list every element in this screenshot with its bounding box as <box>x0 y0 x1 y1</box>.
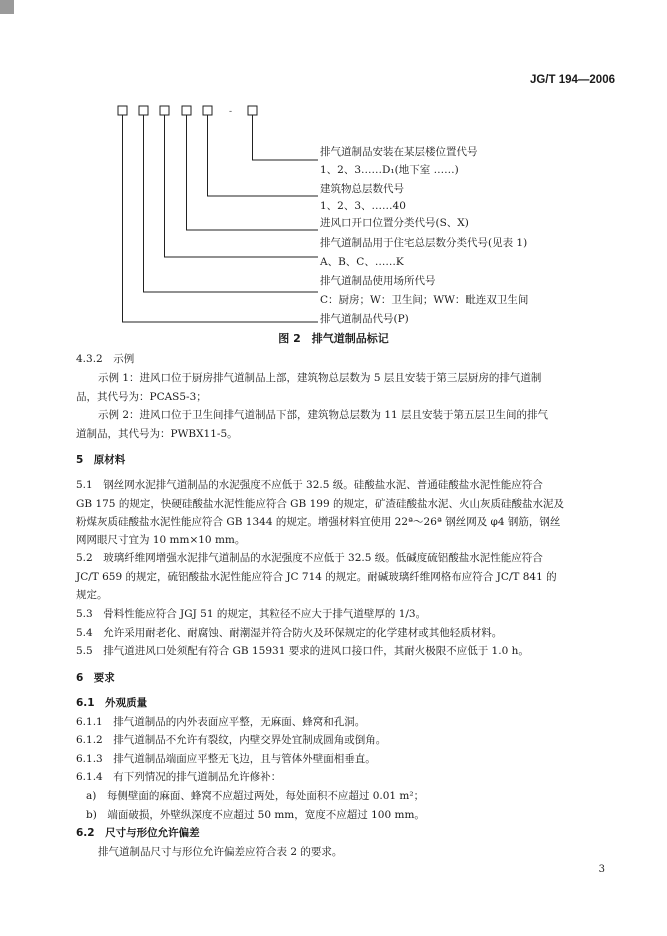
example-2-line-1: 示例 2：进风口位于卫生间排气道制品下部，建筑物总层数为 11 层且安装于第五层卫生间的排气 <box>98 409 549 421</box>
label-inlet-position: 进风口开口位置分类代号(S、X) <box>320 217 469 229</box>
example-1-line-2: 品，其代号为：PCAS5-3； <box>76 391 207 403</box>
clause-5-1-line-1: 5.1 钢丝网水泥排气道制品的水泥强度不应低于 32.5 级。硅酸盐水泥、普通硅酸盐水泥性能应符合 <box>76 479 543 491</box>
code-box-2 <box>139 106 148 115</box>
clause-6-1-heading: 6.1 外观质量 <box>76 697 148 709</box>
list-item-a: a) 每侧壁面的麻面、蜂窝不应超过两处，每处面积不应超过 0.01 m²； <box>86 790 425 802</box>
clause-6-2-heading: 6.2 尺寸与形位允许偏差 <box>76 827 200 839</box>
figure-caption: 图 2 排气道制品标记 <box>278 332 389 345</box>
clause-5-2-line-1: 5.2 玻璃纤维网增强水泥排气道制品的水泥强度不应低于 32.5 级。低碱度硫铝酸盐水泥性能应符合 <box>76 552 543 564</box>
leader-5 <box>144 115 319 292</box>
clause-5-3: 5.3 骨料性能应符合 JGJ 51 的规定，其粒径不应大于排气道壁厚的 1/3。 <box>76 608 427 620</box>
label-usage-values: C：厨房；W：卫生间；WW：毗连双卫生间 <box>320 294 529 306</box>
label-total-floors: 建筑物总层数代号 <box>320 183 404 195</box>
clause-5-1-line-2: GB 175 的规定，快硬硅酸盐水泥性能应符合 GB 199 的规定，矿渣硅酸盐水泥、火山灰质硅酸盐水泥及 <box>76 498 564 510</box>
leader-6 <box>123 115 319 322</box>
clause-6-1-4: 6.1.4 有下列情况的排气道制品允许修补： <box>76 771 282 783</box>
code-box-5 <box>203 106 212 115</box>
clause-6-2-text: 排气道制品尺寸与形位允许偏差应符合表 2 的要求。 <box>98 846 343 858</box>
leader-2 <box>208 115 319 196</box>
clause-5-4: 5.4 允许采用耐老化、耐腐蚀、耐潮湿并符合防火及环保规定的化学建材或其他轻质材料。 <box>76 627 503 639</box>
label-product-code: 排气道制品代号(P) <box>320 313 409 325</box>
label-floor-class: 排气道制品用于住宅总层数分类代号(见表 1) <box>320 237 528 249</box>
page-number: 3 <box>598 864 605 875</box>
label-floor-class-values: A、B、C、……K <box>320 256 404 268</box>
section-5-heading: 5 原材料 <box>76 454 126 466</box>
code-box-6 <box>248 106 257 115</box>
clause-6-1-3: 6.1.3 排气道制品端面应平整无飞边，且与管体外壁面相垂直。 <box>76 753 376 765</box>
leader-4 <box>165 115 319 257</box>
label-total-floors-values: 1、2、3、……40 <box>320 200 406 212</box>
example-2-line-2: 道制品，其代号为：PWBX11-5。 <box>76 428 238 440</box>
label-usage-place: 排气道制品使用场所代号 <box>320 275 436 287</box>
clause-5-2-line-2: JC/T 659 的规定，硫铝酸盐水泥性能应符合 JC 714 的规定。耐碱玻璃纤维网格布应符合 JC/T 841 的 <box>76 571 557 583</box>
clause-5-5: 5.5 排气道进风口处须配有符合 GB 15931 要求的进风口接口件，其耐火极限不应低于 1.0 h。 <box>76 645 529 657</box>
label-floor-position: 排气道制品安装在某层楼位置代号 <box>320 146 478 158</box>
leader-1 <box>253 115 319 160</box>
code-box-3 <box>160 106 169 115</box>
clause-5-1-line-3: 粉煤灰质硅酸盐水泥性能应符合 GB 1344 的规定。增强材料宜使用 22ª～26ª 钢丝网及 φ4 钢筋，钢丝 <box>76 516 561 528</box>
clause-4-3-2-heading: 4.3.2 示例 <box>76 353 135 365</box>
example-1-line-1: 示例 1：进风口位于厨房排气道制品上部，建筑物总层数为 5 层且安装于第三层厨房的排气道制 <box>98 372 542 384</box>
section-6-heading: 6 要求 <box>76 672 115 684</box>
clause-6-1-2: 6.1.2 排气道制品不允许有裂纹，内壁交界处宜制成圆角或倒角。 <box>76 734 387 746</box>
clause-6-1-1: 6.1.1 排气道制品的内外表面应平整，无麻面、蜂窝和孔洞。 <box>76 716 366 728</box>
label-floor-values: 1、2、3……D₁(地下室 ……) <box>320 164 459 176</box>
clause-5-1-line-4: 网网眼尺寸宜为 10 mm×10 mm。 <box>76 534 246 546</box>
code-separator: - <box>229 107 233 117</box>
code-box-4 <box>182 106 191 115</box>
list-item-b: b) 端面破损，外壁纵深度不应超过 50 mm，宽度不应超过 100 mm。 <box>86 809 425 821</box>
standard-number: JG/T 194—2006 <box>529 74 615 86</box>
clause-5-2-line-3: 规定。 <box>76 589 108 601</box>
code-box-1 <box>118 106 127 115</box>
